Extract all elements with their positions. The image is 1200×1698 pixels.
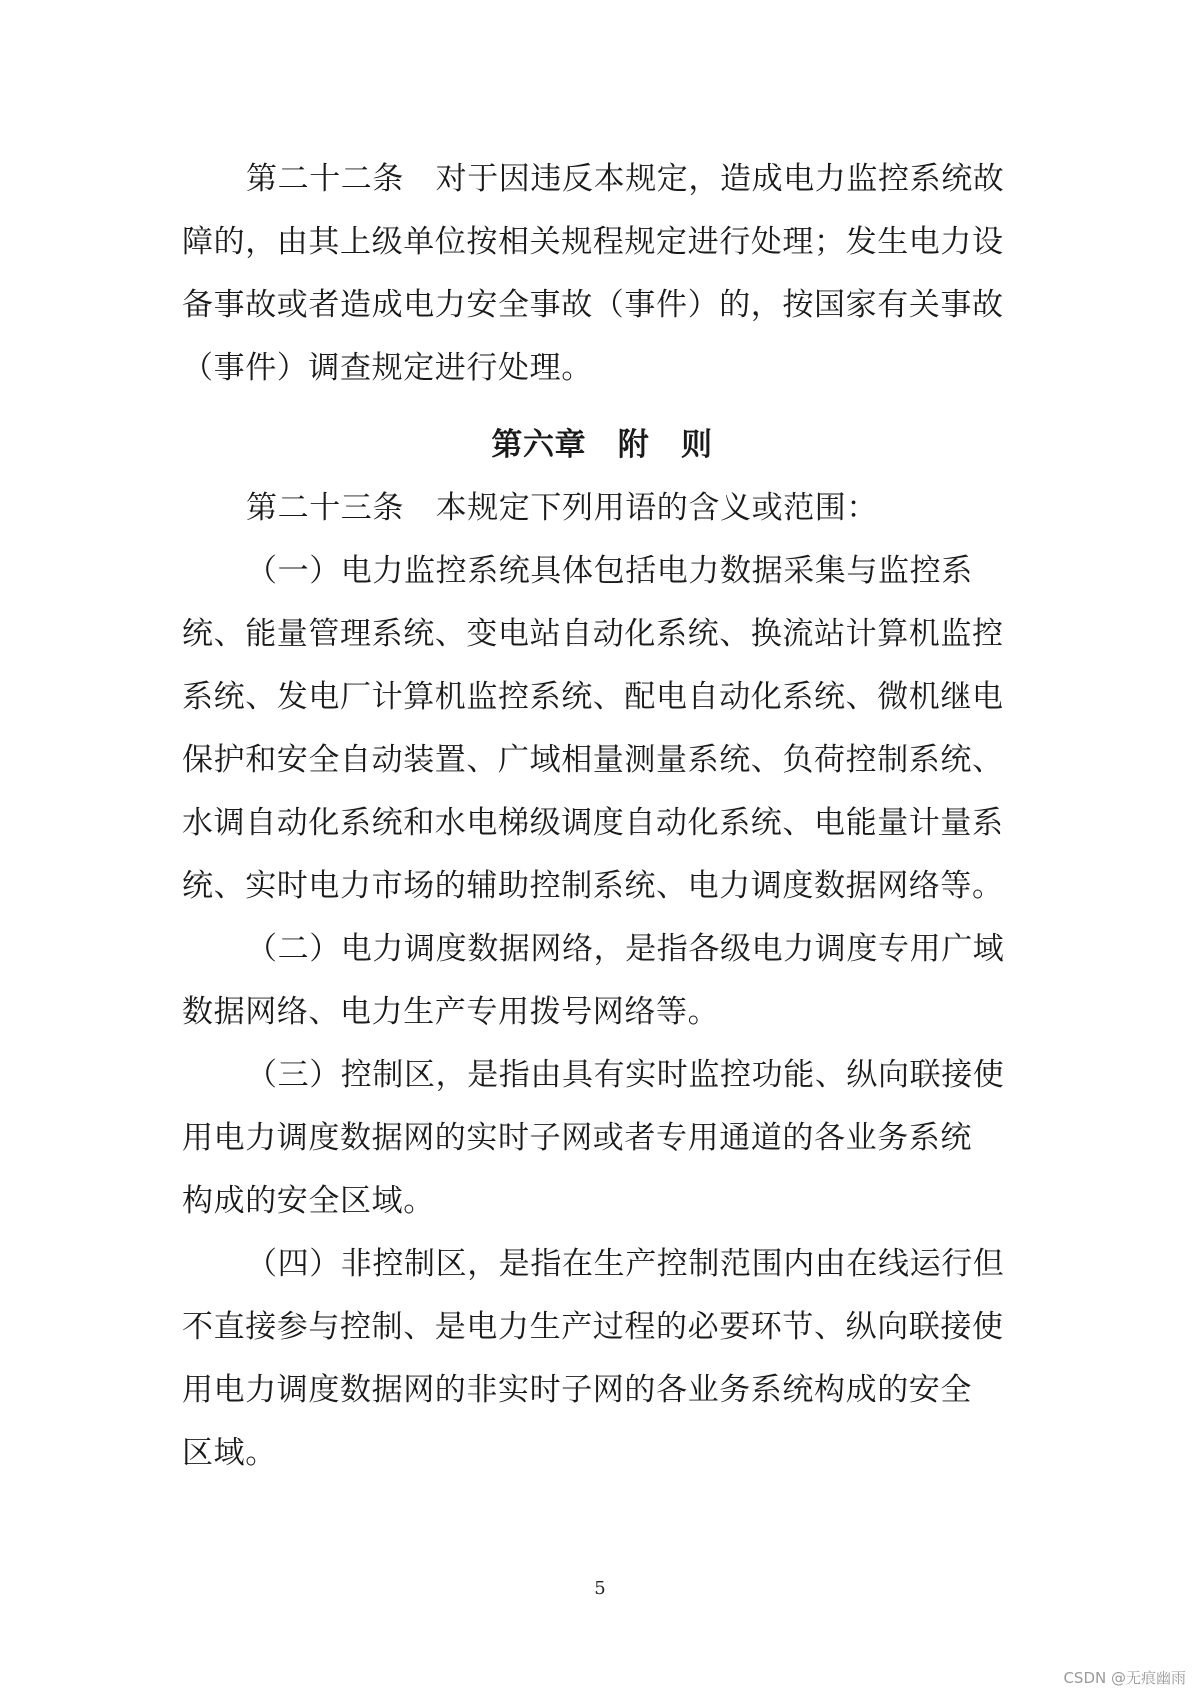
item-4-paragraph	[182, 1233, 1022, 1485]
text-line: 保护和安全自动装置、广域相量测量系统、负荷控制系统、	[182, 742, 1004, 778]
text-line: 第二十二条 对于因违反本规定，造成电力监控系统故	[246, 161, 1005, 197]
text-line: 统、能量管理系统、变电站自动化系统、换流站计算机监控	[182, 616, 1004, 652]
text-line: （四）非控制区，是指在生产控制范围内由在线运行但	[246, 1246, 1005, 1282]
text-line: 统、实时电力市场的辅助控制系统、电力调度数据网络等。	[182, 868, 1004, 904]
text-line: （一）电力监控系统具体包括电力数据采集与监控系	[246, 553, 973, 589]
page-number: 5	[594, 1578, 606, 1599]
chapter-title: 第六章 附 则	[491, 427, 713, 463]
item-1-paragraph	[182, 540, 1022, 918]
text-line: 不直接参与控制、是电力生产过程的必要环节、纵向联接使	[182, 1309, 1004, 1345]
watermark: CSDN @无痕幽雨	[1063, 1669, 1186, 1687]
text-line: 第二十三条 本规定下列用语的含义或范围：	[246, 490, 878, 526]
text-line: （三）控制区，是指由具有实时监控功能、纵向联接使	[246, 1057, 1005, 1093]
item-2-paragraph	[182, 918, 1022, 1044]
text-line: （二）电力调度数据网络，是指各级电力调度专用广域	[246, 931, 1005, 967]
text-line: 用电力调度数据网的非实时子网的各业务系统构成的安全	[182, 1372, 972, 1408]
text-line: 系统、发电厂计算机监控系统、配电自动化系统、微机继电	[182, 679, 1004, 715]
text-line: 备事故或者造成电力安全事故（事件）的，按国家有关事故	[182, 287, 1004, 323]
document-body	[182, 148, 1022, 1485]
text-line: 障的，由其上级单位按相关规程规定进行处理；发生电力设	[182, 224, 1004, 260]
article-22-paragraph	[182, 148, 1022, 400]
text-line: 区域。	[182, 1435, 277, 1471]
item-3-paragraph	[182, 1044, 1022, 1233]
text-line: （事件）调查规定进行处理。	[182, 350, 593, 386]
text-line: 水调自动化系统和水电梯级调度自动化系统、电能量计量系	[182, 805, 1004, 841]
article-23-paragraph	[182, 477, 1022, 540]
text-line: 数据网络、电力生产专用拨号网络等。	[182, 994, 720, 1030]
text-line: 用电力调度数据网的实时子网或者专用通道的各业务系统	[182, 1120, 972, 1156]
text-line: 构成的安全区域。	[182, 1183, 435, 1219]
